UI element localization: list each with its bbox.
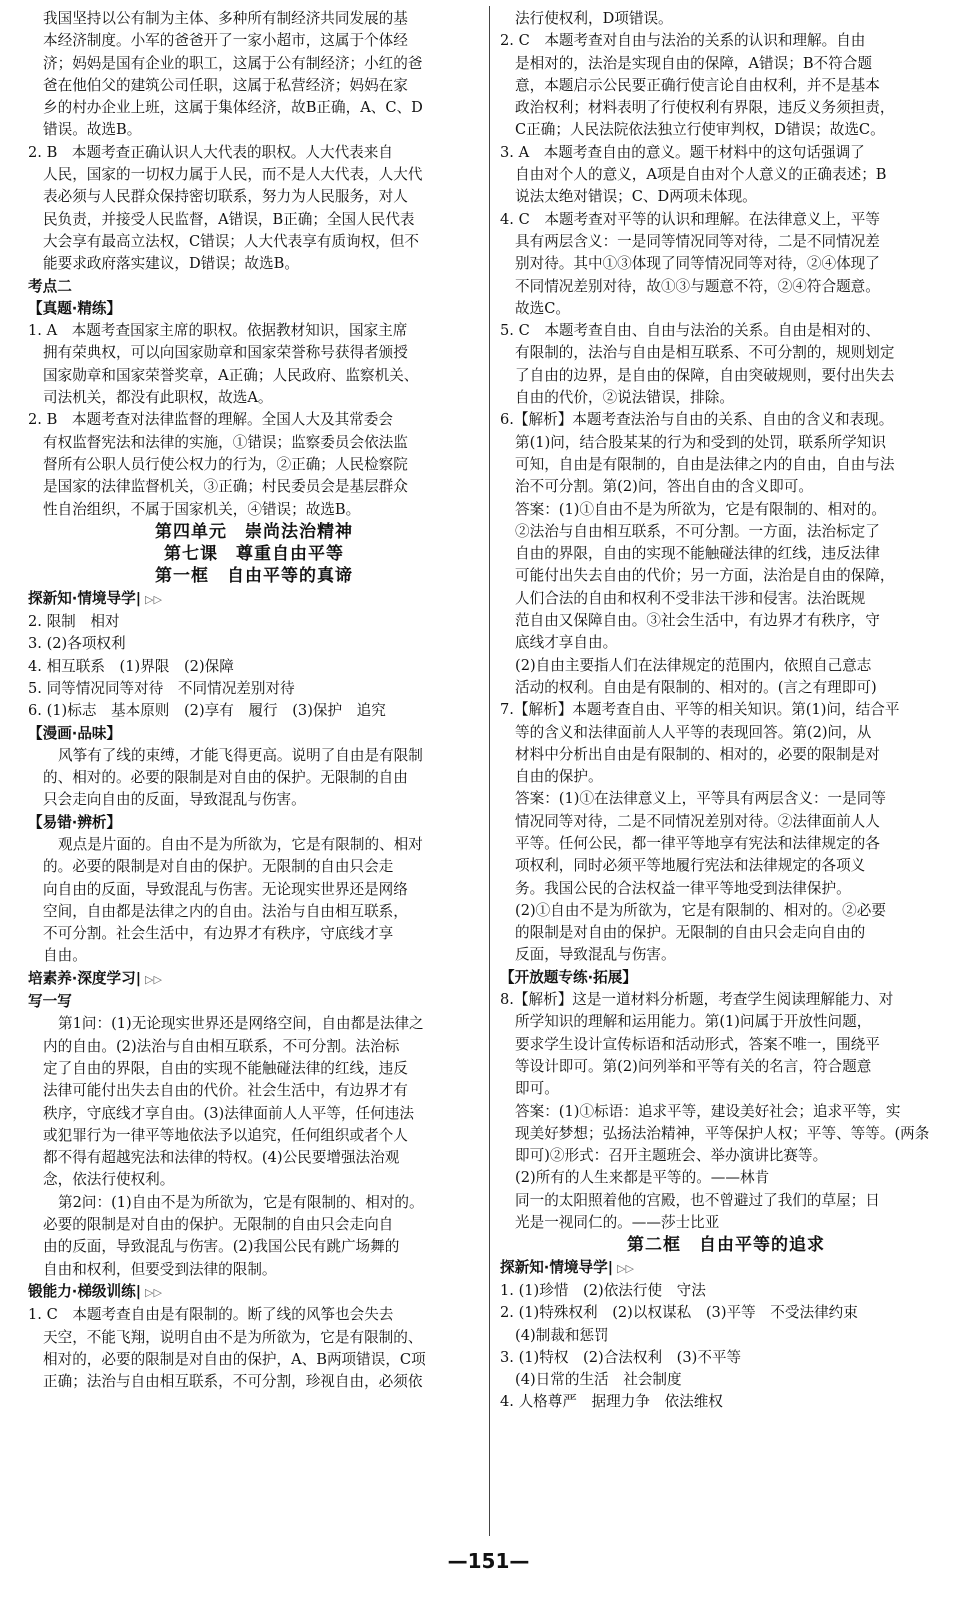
text-line: 第(1)问，结合股某某的行为和受到的处罚，联系所学知识 — [515, 433, 886, 451]
text-line: 都不得有超越宪法和法律的特权。(4)公民要增强法治观 — [43, 1149, 400, 1167]
text-line: C正确；人民法院依法独立行使审判权，D错误；故选C。 — [515, 121, 885, 139]
section-header: 培素养·深度学习| ▷▷ — [28, 969, 162, 987]
chevron-right-icon: ▷▷ — [145, 1285, 162, 1299]
section-title: 第一框 自由平等的真谛 — [155, 566, 353, 587]
text-line: 的、相对的。必要的限制是对自由的保护。无限制的自由 — [43, 769, 408, 787]
text-line: 向自由的反面，导致混乱与伤害。无论现实世界还是网络 — [43, 880, 408, 898]
text-line: 活动的权利。自由是有限制的、相对的。(言之有理即可) — [515, 678, 877, 696]
section-title: 第四单元 崇尚法治精神 — [155, 521, 353, 542]
text-line: 平等。任何公民，都一律平等地享有宪法和法律规定的各 — [515, 834, 880, 852]
text-line: 能要求政府落实建议，D错误；故选B。 — [43, 255, 299, 273]
text-line: 国家勋章和国家荣誉奖章，A正确；人民政府、监察机关、 — [43, 366, 419, 384]
text-line: (2)自由主要指人们在法律规定的范围内，依照自己意志 — [515, 656, 872, 674]
text-line: 4. 人格尊严 据理力争 依法维权 — [500, 1393, 723, 1411]
text-line: 拥有荣典权，可以向国家勋章和国家荣誉称号获得者颁授 — [43, 344, 408, 362]
text-line: 7.【解析】本题考查自由、平等的相关知识。第(1)问，结合平 — [500, 701, 900, 719]
text-line: 念，依法行使权利。 — [43, 1171, 175, 1189]
text-line: 项权利，同时必须平等地履行宪法和法律规定的各项义 — [515, 857, 866, 875]
text-line: 5. C 本题考查自由、自由与法治的关系。自由是相对的、 — [500, 322, 880, 340]
text-line: 情况同等对待，二是不同情况差别对待。②法律面前人人 — [515, 812, 880, 830]
section-title: 第二框 自由平等的追求 — [627, 1235, 825, 1256]
text-line: 的。必要的限制是对自由的保护。无限制的自由只会走 — [43, 858, 394, 876]
text-line: 故选C。 — [515, 299, 570, 317]
column-divider — [489, 6, 490, 1536]
text-line: 正确；法治与自由相互联系，不可分割，珍视自由，必须依 — [43, 1373, 423, 1391]
text-line: 督所有公职人员行使公权力的行为，②正确；人民检察院 — [43, 455, 408, 473]
text-line: 2. 限制 相对 — [28, 613, 120, 631]
text-line: 必要的限制是对自由的保护。无限制的自由只会走向自 — [43, 1216, 394, 1234]
text-line: 乡的村办企业上班，这属于集体经济，故B正确，A、C、D — [43, 99, 423, 117]
text-line: 是国家的法律监督机关，③正确；村民委员会是基层群众 — [43, 478, 408, 496]
section-header: 考点二 — [28, 277, 72, 295]
text-line: 3. (1)特权 (2)合法权利 (3)不平等 — [500, 1348, 742, 1366]
text-line: 等的含义和法律面前人人平等的表现回答。第(2)问，从 — [515, 723, 872, 741]
text-line: 内的自由。(2)法治与自由相互联系，不可分割。法治标 — [43, 1037, 400, 1055]
text-line: 范自由又保障自由。③社会生活中，有边界才有秩序，守 — [515, 612, 880, 630]
text-line: 民负责，并接受人民监督，A错误，B正确；全国人民代表 — [43, 210, 415, 228]
text-line: 了自由的边界，是自由的保障，自由突破规则，要付出失去 — [515, 366, 895, 384]
text-line: 济；妈妈是国有企业的职工，这属于公有制经济；小红的爸 — [43, 54, 423, 72]
text-line: 空间，自由都是法律之内的自由。法治与自由相互联系， — [43, 902, 408, 920]
text-line: 由的反面，导致混乱与伤害。(2)我国公民有跳广场舞的 — [43, 1238, 400, 1256]
text-line: 答案：(1)①在法律意义上，平等具有两层含义：一是同等 — [515, 790, 886, 808]
text-line: 可知，自由是有限制的，自由是法律之内的自由，自由与法 — [515, 455, 895, 473]
chevron-right-icon: ▷▷ — [145, 972, 162, 986]
text-line: 定了自由的界限，自由的实现不能触碰法律的红线，违反 — [43, 1059, 408, 1077]
text-line: 爸在他伯父的建筑公司任职，这属于私营经济；妈妈在家 — [43, 76, 408, 94]
section-header: 【真题·精练】 — [28, 299, 122, 317]
text-line: 第1问：(1)无论现实世界还是网络空间，自由都是法律之 — [58, 1015, 424, 1033]
text-line: 本经济制度。小军的爸爸开了一家小超市，这属于个体经 — [43, 32, 408, 50]
text-line: 有权监督宪法和法律的实施，①错误；监察委员会依法监 — [43, 433, 408, 451]
section-header: 【易错·辨析】 — [28, 813, 122, 831]
text-line: 8.【解析】这是一道材料分析题，考查学生阅读理解能力、对 — [500, 991, 894, 1009]
section-header: 【开放题专练·拓展】 — [500, 968, 637, 986]
text-line: 第2问：(1)自由不是为所欲为，它是有限制的、相对的。 — [58, 1193, 424, 1211]
text-line: 同一的太阳照着他的宫殿，也不曾避过了我们的草屋；日 — [515, 1191, 880, 1209]
text-line: 所学知识的理解和运用能力。第(1)问属于开放性问题， — [515, 1013, 872, 1031]
text-line: 2. C 本题考查对自由与法治的关系的认识和理解。自由 — [500, 32, 866, 50]
text-line: 4. 相互联系 (1)界限 (2)保障 — [28, 657, 234, 675]
text-line: 法行使权利，D项错误。 — [515, 10, 673, 27]
left-column — [28, 8, 480, 1393]
text-line: 务。我国公民的合法权益一律平等地受到法律保护。 — [515, 879, 851, 897]
text-line: 相对的，必要的限制是对自由的保护，A、B两项错误，C项 — [43, 1350, 426, 1368]
text-line: 秩序，守底线才享自由。(3)法律面前人人平等，任何违法 — [43, 1104, 414, 1122]
text-line: 6.【解析】本题考查法治与自由的关系、自由的含义和表现。 — [500, 411, 894, 429]
text-line: 大会享有最高立法权，C错误；人大代表享有质询权，但不 — [43, 232, 420, 250]
text-line: 不可分割。社会生活中，有边界才有秩序，守底线才享 — [43, 925, 394, 943]
chevron-right-icon: ▷▷ — [145, 592, 162, 606]
text-line: 人们合法的自由和权利不受非法干涉和侵害。法治既规 — [515, 589, 866, 607]
text-line: ②法治与自由相互联系，不可分割。一方面，法治标定了 — [515, 522, 880, 540]
text-line: 具有两层含义：一是同等情况同等对待，二是不同情况差 — [515, 232, 880, 250]
text-line: (4)制裁和惩罚 — [515, 1326, 609, 1344]
text-line: 法律可能付出失去自由的代价。社会生活中，有边界才有 — [43, 1082, 408, 1100]
text-line: 政治权利；材料表明了行使权利有界限，违反义务须担责， — [515, 99, 895, 117]
section-header: 【漫画·品味】 — [28, 724, 122, 742]
section-header: 探新知·情境导学| ▷▷ — [500, 1258, 634, 1276]
text-line: 风筝有了线的束缚，才能飞得更高。说明了自由是有限制 — [58, 746, 423, 764]
text-line: 3. A 本题考查自由的意义。题干材料中的这句话强调了 — [500, 143, 865, 161]
text-line: 即可。 — [515, 1080, 559, 1098]
text-line: 底线才享自由。 — [515, 634, 618, 652]
text-line: 5. 同等情况同等对待 不同情况差别对待 — [28, 679, 295, 697]
text-line: 4. C 本题考查对平等的认识和理解。在法律意义上，平等 — [500, 210, 880, 228]
text-line: 答案：(1)①自由不是为所欲为，它是有限制的、相对的。 — [515, 500, 886, 518]
text-line: 答案：(1)①标语：追求平等，建设美好社会；追求平等，实 — [515, 1102, 901, 1120]
text-line: (2)所有的人生来都是平等的。——林肯 — [515, 1169, 770, 1187]
text-line: 司法机关，都没有此职权，故选A。 — [43, 389, 273, 407]
text-line: 2. B 本题考查对法律监督的理解。全国人大及其常委会 — [28, 411, 393, 429]
text-line: 观点是片面的。自由不是为所欲为，它是有限制的、相对 — [58, 835, 423, 853]
text-line: 有限制的，法治与自由是相互联系、不可分割的，规则划定 — [515, 344, 895, 362]
right-column — [500, 8, 952, 1414]
section-header: 写一写 — [28, 993, 72, 1011]
text-line: 表必须与人民群众保持密切联系，努力为人民服务，对人 — [43, 188, 408, 206]
text-line: 1. (1)珍惜 (2)依法行使 守法 — [500, 1281, 706, 1299]
text-line: 自由。 — [43, 947, 87, 965]
text-line: 我国坚持以公有制为主体、多种所有制经济共同发展的基 — [43, 10, 408, 27]
text-line: 天空，不能飞翔，说明自由不是为所欲为，它是有限制的、 — [43, 1328, 423, 1346]
text-line: (2)①自由不是为所欲为，它是有限制的、相对的。②必要 — [515, 901, 886, 919]
text-line: 2. B 本题考查正确认识人大代表的职权。人大代表来自 — [28, 143, 393, 161]
text-line: 是相对的，法治是实现自由的保障，A错误；B不符合题 — [515, 54, 872, 72]
chevron-right-icon: ▷▷ — [617, 1261, 634, 1275]
text-line: 1. C 本题考查自由是有限制的。断了线的风筝也会失去 — [28, 1306, 394, 1324]
text-line: 人民，国家的一切权力属于人民，而不是人大代表，人大代 — [43, 166, 423, 184]
text-line: (4)日常的生活 社会制度 — [515, 1371, 682, 1389]
text-line: 6. (1)标志 基本原则 (2)享有 履行 (3)保护 追究 — [28, 702, 386, 720]
text-line: 可能付出失去自由的代价；另一方面，法治是自由的保障， — [515, 567, 895, 585]
text-line: 自由的界限，自由的实现不能触碰法律的红线，违反法律 — [515, 545, 880, 563]
section-title: 第七课 尊重自由平等 — [164, 544, 344, 565]
text-line: 现美好梦想；弘扬法治精神，平等保护人权；平等、等等。(两条 — [515, 1124, 930, 1142]
text-line: 3. (2)各项权利 — [28, 635, 126, 653]
section-header: 锻能力·梯级训练| ▷▷ — [28, 1282, 162, 1300]
page-number: —151— — [447, 1549, 530, 1573]
section-header: 探新知·情境导学| ▷▷ — [28, 589, 162, 607]
text-line: 自由对个人的意义，A项是自由对个人意义的正确表述；B — [515, 166, 887, 184]
text-line: 自由和权利，但要受到法律的限制。 — [43, 1260, 277, 1278]
text-line: 要求学生设计宣传标语和活动形式，答案不唯一，围绕平 — [515, 1035, 880, 1053]
text-line: 只会走向自由的反面，导致混乱与伤害。 — [43, 791, 306, 809]
text-line: 说法太绝对错误；C、D两项未体现。 — [515, 188, 757, 206]
text-line: 治不可分割。第(2)问，答出自由的含义即可。 — [515, 478, 813, 496]
text-line: 材料中分析出自由是有限制的、相对的，必要的限制是对 — [515, 745, 880, 763]
text-line: 意，本题启示公民要正确行使言论自由权利，并不是基本 — [515, 76, 880, 94]
text-line: 1. A 本题考查国家主席的职权。依据教材知识，国家主席 — [28, 322, 408, 340]
text-line: 等设计即可。第(2)问列举和平等有关的名言，符合题意 — [515, 1057, 872, 1075]
text-line: 光是一视同仁的。——莎士比亚 — [515, 1214, 720, 1232]
text-line: 自由的保护。 — [515, 768, 603, 786]
text-line: 别对待。其中①③体现了同等情况同等对待，②④体现了 — [515, 255, 880, 273]
text-line: 即可)②形式：召开主题班会、举办演讲比赛等。 — [515, 1147, 828, 1165]
text-line: 不同情况差别对待，故①③与题意不符，②④符合题意。 — [515, 277, 880, 295]
text-line: 的限制是对自由的保护。无限制的自由只会走向自由的 — [515, 924, 866, 942]
text-line: 自由的代价，②说法错误，排除。 — [515, 389, 734, 407]
text-line: 反面，导致混乱与伤害。 — [515, 946, 676, 964]
text-line: 2. (1)特殊权利 (2)以权谋私 (3)平等 不受法律约束 — [500, 1304, 858, 1322]
text-line: 错误。故选B。 — [43, 121, 142, 139]
text-line: 或犯罪行为一律平等地依法予以追究，任何组织或者个人 — [43, 1126, 408, 1144]
text-line: 性自治组织，不属于国家机关，④错误；故选B。 — [43, 500, 361, 518]
